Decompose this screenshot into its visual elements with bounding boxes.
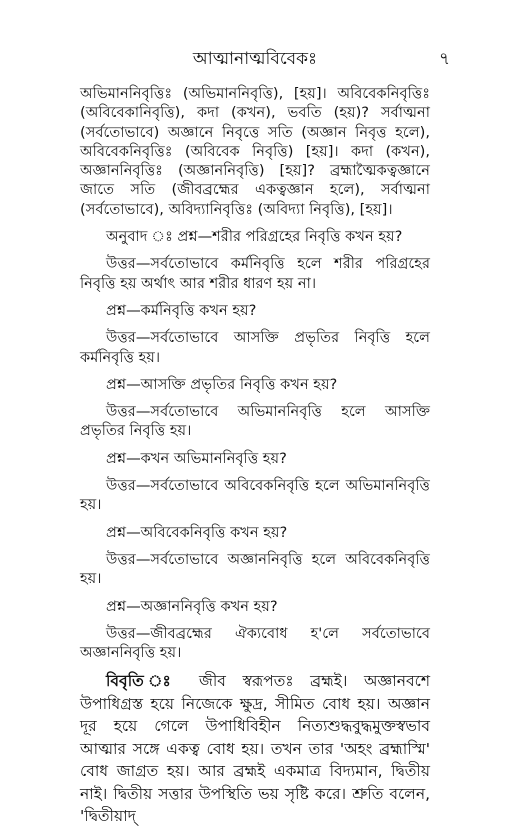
- vivriti-paragraph: [80, 670, 430, 828]
- vivriti-text: জীব স্বরূপতঃ ব্রহ্মই। অজ্ঞানবশে উপাধিগ্রস্ত হয়ে নিজেকে ক্ষুদ্র, সীমিত বোধ হয়। অজ্ঞান দূর হয়ে গেলে উপাধিবিহীন নিত্যশুদ্ধবুদ্ধমুক্তস্বভাব আত্মার সঙ্গে একত্ব বোধ হয়। তখন তার 'অহং ব্রহ্মাস্মি' বোধ জাগ্রত হয়। আর ব্রহ্মই একমাত্র বিদ্যমান, দ্বিতীয় নাই। দ্বিতীয় সত্তার উপস্থিতি ভয় সৃষ্টি করে। শ্রুতি বলেন, 'দ্বিতীয়াদ্: [80, 672, 430, 826]
- page-body: [80, 84, 430, 828]
- running-title: আত্মানাত্মবিবেকঃ: [192, 49, 318, 69]
- qa-line-3: প্রশ্ন—কর্মনিবৃত্তি কখন হয়?: [106, 301, 257, 319]
- qa-line-2: উত্তর—সর্বতোভাবে কর্মনিবৃত্তি হলে শরীর পরিগ্রহের নিবৃত্তি হয় অর্থাৎ আর শরীর ধারণ হয় না।: [80, 255, 430, 292]
- qa-line-10: উত্তর—সর্বতোভাবে অজ্ঞাননিবৃত্তি হলে অবিবেকনিবৃত্তি হয়।: [80, 550, 430, 588]
- qa-line-5: প্রশ্ন—আসক্তি প্রভৃতির নিবৃত্তি কখন হয়?: [106, 375, 338, 393]
- qa-line-9: প্রশ্ন—অবিবেকনিবৃত্তি কখন হয়?: [106, 523, 288, 541]
- qa-line-1: অনুবাদ ঃ প্রশ্ন—শরীর পরিগ্রহের নিবৃত্তি কখন হয়?: [106, 228, 403, 246]
- page-number: ৭: [438, 49, 450, 69]
- anvaya-paragraph: অভিমাননিবৃত্তিঃ (অভিমাননিবৃত্তি), [হয়]। অবিবেকনিবৃত্তিঃ (অবিবেকানিবৃত্তি), কদা (কখন), ভবতি (হয়)? সর্বাত্মনা (সর্বতোভাবে) অজ্ঞানে নিবৃত্তে সতি (অজ্ঞান নিবৃত্ত হলে), অবিবেকনিবৃত্তিঃ (অবিবেক নিবৃত্তি) [হয়]। কদা (কখন), অজ্ঞাননিবৃত্তিঃ (অজ্ঞাননিবৃত্তি) [হয়]? ব্রহ্মাত্মৈকত্বজ্ঞানে জাতে সতি (জীবব্রহ্মের একত্বজ্ঞান হলে), সর্বাত্মনা (সর্বতোভাবে), অবিদ্যানিবৃত্তিঃ (অবিদ্যা নিবৃত্তি), [হয়]।: [80, 85, 430, 218]
- page-header: [0, 44, 510, 74]
- qa-line-12: উত্তর—জীবব্রহ্মের ঐক্যবোধ হ'লে সর্বতোভাবে অজ্ঞাননিবৃত্তি হয়।: [80, 624, 430, 662]
- vivriti-label: বিবৃতি ঃ: [106, 672, 183, 691]
- qa-line-7: প্রশ্ন—কখন অভিমাননিবৃত্তি হয়?: [106, 449, 287, 467]
- qa-line-4: উত্তর—সর্বতোভাবে আসক্তি প্রভৃতির নিবৃত্তি হলে কর্মনিবৃত্তি হয়।: [80, 329, 430, 366]
- qa-line-6: উত্তর—সর্বতোভাবে অভিমাননিবৃত্তি হলে আসক্তি প্রভৃতির নিবৃত্তি হয়।: [80, 403, 430, 440]
- qa-line-8: উত্তর—সর্বতোভাবে অবিবেকনিবৃত্তি হলে অভিমাননিবৃত্তি হয়।: [80, 477, 430, 514]
- qa-line-11: প্রশ্ন—অজ্ঞাননিবৃত্তি কখন হয়?: [106, 597, 278, 615]
